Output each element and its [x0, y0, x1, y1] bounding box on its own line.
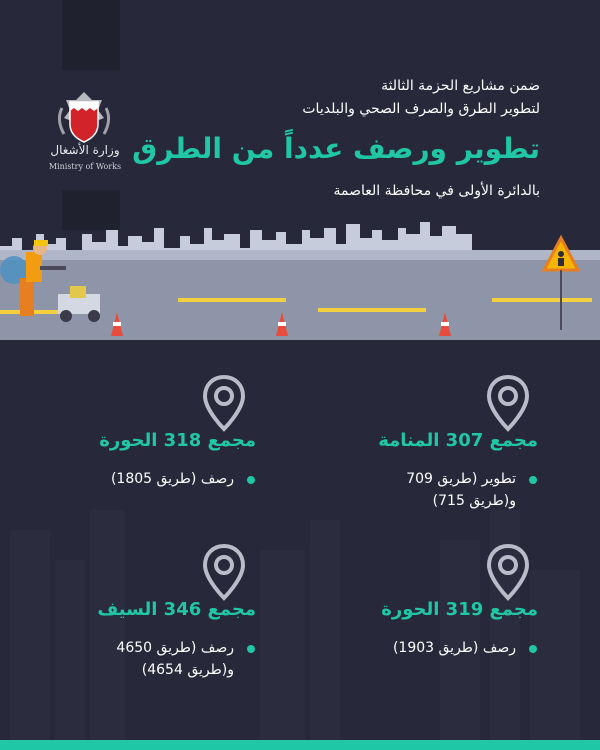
map-pin-icon	[201, 543, 247, 601]
map-pin-icon	[201, 374, 247, 432]
bottom-accent-bar	[0, 740, 600, 750]
block-title: مجمع 307 المنامة	[378, 430, 538, 451]
block-description-line: و(طريق 715)	[432, 493, 516, 509]
bullet-dot	[247, 476, 255, 484]
bullet-dot	[247, 645, 255, 653]
bullet-dot	[529, 476, 537, 484]
road-scene	[0, 230, 600, 340]
block-title: مجمع 318 الحورة	[99, 430, 256, 451]
block-description-line: رصف (طريق 4650	[116, 640, 234, 656]
page-title: تطوير ورصف عدداً من الطرق	[132, 132, 540, 165]
logo-arabic-text: وزارة الأشغال	[50, 143, 120, 157]
map-pin-icon	[485, 543, 531, 601]
header-subtitle-3: بالدائرة الأولى في محافظة العاصمة	[333, 183, 540, 199]
block-title: مجمع 319 الحورة	[381, 599, 538, 620]
block-description-line: رصف (طريق 1805)	[110, 471, 234, 487]
bullet-dot	[529, 645, 537, 653]
bg-pillar	[62, 0, 120, 70]
header-subtitle-1: ضمن مشاريع الحزمة الثالثة	[381, 78, 540, 94]
block-description-line: و(طريق 4654)	[141, 662, 234, 678]
map-pin-icon	[485, 374, 531, 432]
block-description-line: رصف (طريق 1903)	[392, 640, 516, 656]
block-title: مجمع 346 السيف	[97, 599, 256, 620]
block-description-line: تطوير (طريق 709	[406, 471, 516, 487]
logo-english-text: Ministry of Works	[48, 162, 122, 171]
header-subtitle-2: لتطوير الطرق والصرف الصحي والبلديات	[302, 101, 540, 117]
